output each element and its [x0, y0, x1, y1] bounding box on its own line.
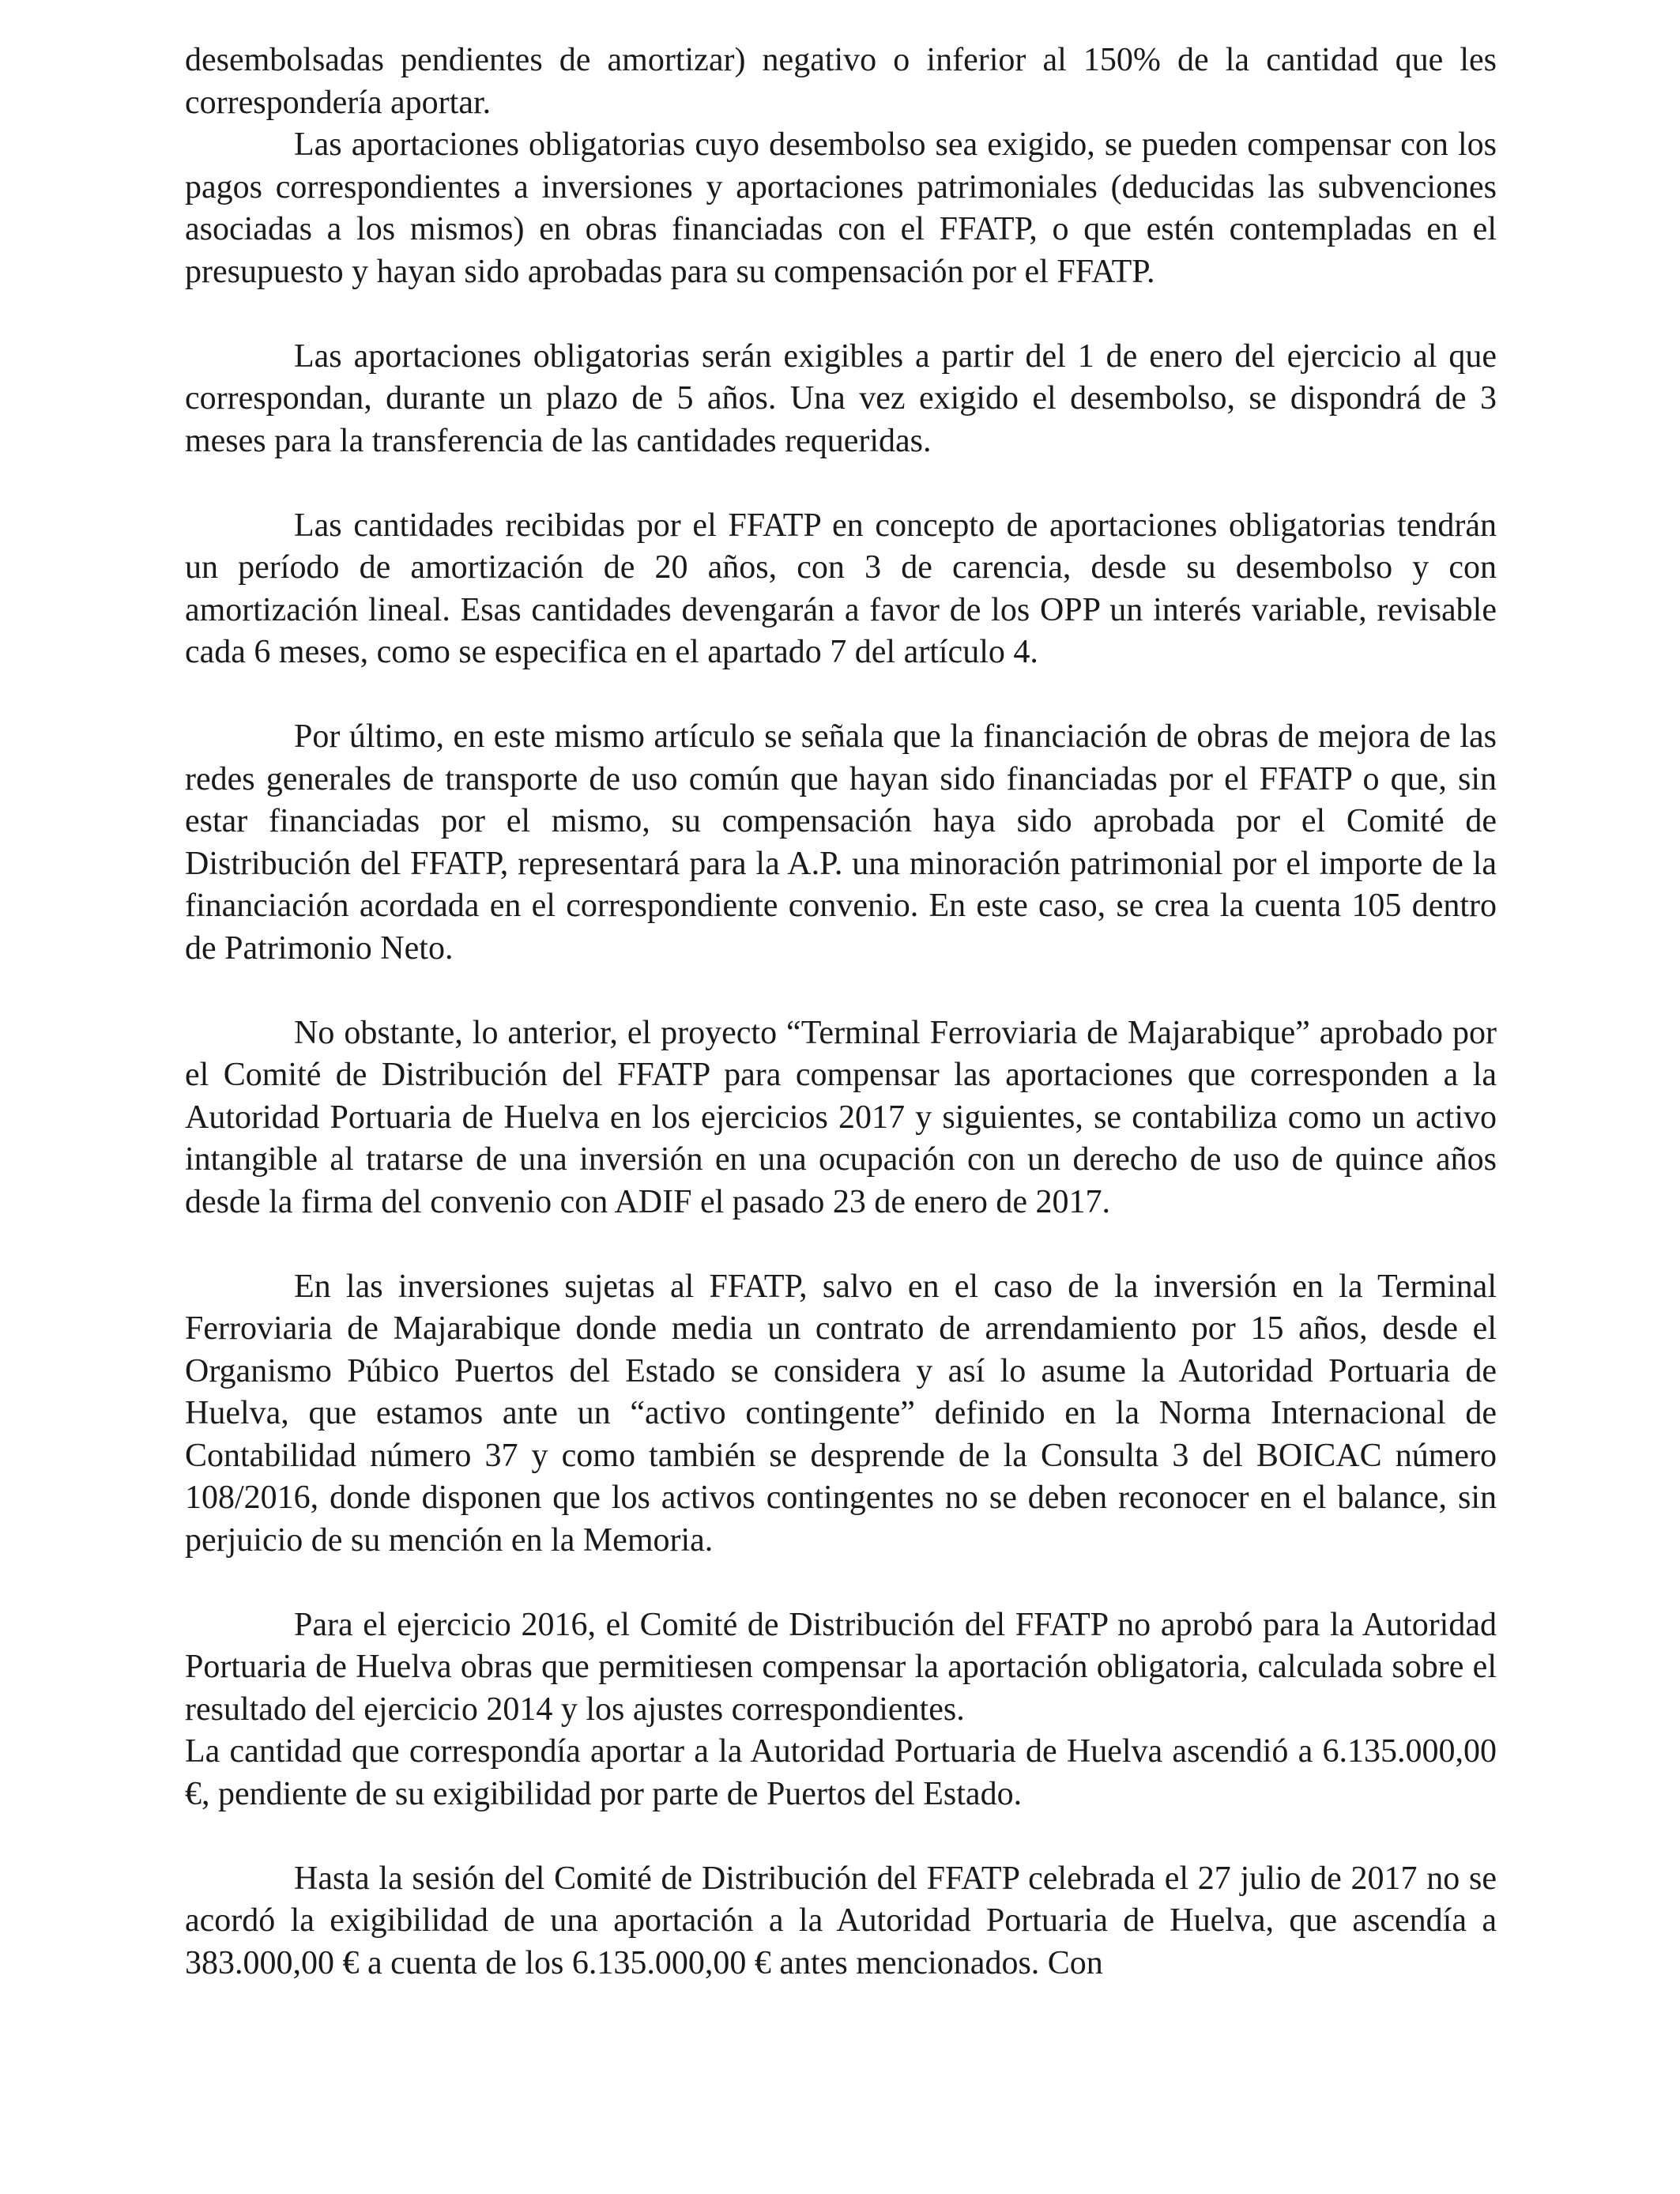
document-page — [185, 40, 1497, 1985]
paragraph-6: No obstante, lo anterior, el proyecto “Terminal Ferroviaria de Majarabique” aprobado por el Comité de Distribución del FFATP para compensar las aportaciones que corresponden a la Autoridad Portuaria de Huelva en los ejercicios 2017 y siguientes, se contabiliza como un activo intangible al tratarse de una inversión en una ocupación con un derecho de uso de quince años desde la firma del convenio con ADIF el pasado 23 de enero de 2017. — [185, 1014, 1497, 1220]
paragraph-10: Hasta la sesión del Comité de Distribución del FFATP celebrada el 27 julio de 2017 no se acordó la exigibilidad de una aportación a la Autoridad Portuaria de Huelva, que ascendía a 383.000,00 € a cuenta de los 6.135.000,00 € antes mencionados. Con — [185, 1860, 1497, 1981]
paragraph-3: Las aportaciones obligatorias serán exigibles a partir del 1 de enero del ejercicio al que correspondan, durante un plazo de 5 años. Una vez exigido el desembolso, se dispondrá de 3 meses para la transferencia de las cantidades requeridas. — [185, 337, 1497, 459]
paragraph-4: Las cantidades recibidas por el FFATP en concepto de aportaciones obligatorias tendrán un período de amortización de 20 años, con 3 de carencia, desde su desembolso y con amortización lineal. Esas cantidades devengarán a favor de los OPP un interés variable, revisable cada 6 meses, como se especifica en el apartado 7 del artículo 4. — [185, 507, 1497, 670]
paragraph-1: desembolsadas pendientes de amortizar) negativo o inferior al 150% de la cantidad que les correspondería aportar. — [185, 42, 1497, 121]
paragraph-9: La cantidad que correspondía aportar a la Autoridad Portuaria de Huelva ascendió a 6.135.000,00 €, pendiente de su exigibilidad por parte de Puertos del Estado. — [185, 1733, 1497, 1812]
paragraph-7: En las inversiones sujetas al FFATP, salvo en el caso de la inversión en la Terminal Ferroviaria de Majarabique donde media un contrato de arrendamiento por 15 años, desde el Organismo Púbico Puertos del Estado se considera y así lo asume la Autoridad Portuaria de Huelva, que estamos ante un “activo contingente” definido en la Norma Internacional de Contabilidad número 37 y como también se desprende de la Consulta 3 del BOICAC número 108/2016, donde disponen que los activos contingentes no se deben reconocer en el balance, sin perjuicio de su mención en la Memoria. — [185, 1268, 1497, 1559]
paragraph-5: Por último, en este mismo artículo se señala que la financiación de obras de mejora de las redes generales de transporte de uso común que hayan sido financiadas por el FFATP o que, sin estar financiadas por el mismo, su compensación haya sido aprobada por el Comité de Distribución del FFATP, representará para la A.P. una minoración patrimonial por el importe de la financiación acordada en el correspondiente convenio. En este caso, se crea la cuenta 105 dentro de Patrimonio Neto. — [185, 718, 1497, 967]
paragraph-8: Para el ejercicio 2016, el Comité de Distribución del FFATP no aprobó para la Autoridad Portuaria de Huelva obras que permitiesen compensar la aportación obligatoria, calculada sobre el resultado del ejercicio 2014 y los ajustes correspondientes. — [185, 1606, 1497, 1728]
paragraph-2: Las aportaciones obligatorias cuyo desembolso sea exigido, se pueden compensar con los pagos correspondientes a inversiones y aportaciones patrimoniales (deducidas las subvenciones asociadas a los mismos) en obras financiadas con el FFATP, o que estén contempladas en el presupuesto y hayan sido aprobadas para su compensación por el FFATP. — [185, 126, 1497, 290]
